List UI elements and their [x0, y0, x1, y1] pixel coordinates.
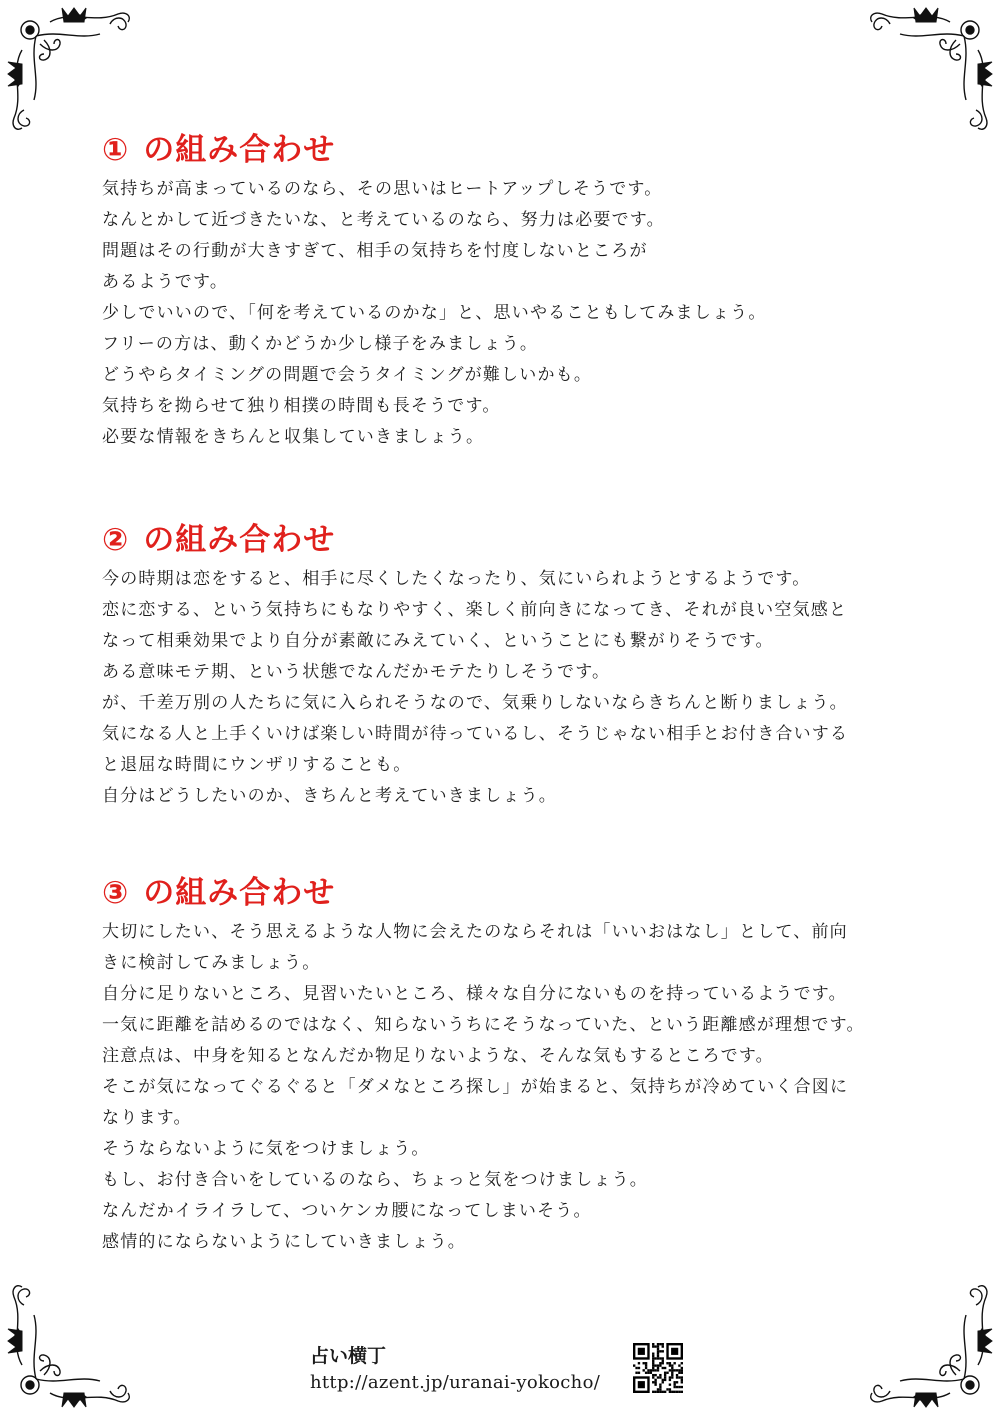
section-1	[102, 130, 932, 453]
text-line: なります。	[102, 1108, 192, 1128]
text-line: 気持ちが高まっているのなら、その思いはヒートアップしそうです。	[102, 179, 663, 199]
section-title	[102, 873, 932, 913]
text-line: なんだかイライラして、ついケンカ腰になってしまいそう。	[102, 1201, 592, 1221]
footer	[310, 1343, 710, 1403]
section-title-text: の組み合わせ	[143, 132, 336, 168]
text-line: そうならないように気をつけましょう。	[102, 1139, 430, 1159]
text-line: 今の時期は恋をすると、相手に尽くしたくなったり、気にいられようとするようです。	[102, 569, 811, 589]
ornamental-corner-icon	[850, 0, 1000, 150]
text-line: フリーの方は、動くかどうか少し様子をみましょう。	[102, 334, 539, 354]
text-line: が、千差万別の人たちに気に入られそうなので、気乗りしないならきちんと断りましょう。	[102, 693, 848, 713]
text-line: そこが気になってぐるぐると「ダメなところ探し」が始まると、気持ちが冷めていく合図に	[102, 1077, 849, 1097]
text-line: なんとかして近づきたいな、と考えているのなら、努力は必要です。	[102, 210, 665, 230]
text-line: なって相乗効果でより自分が素敵にみえていく、ということにも繋がりそうです。	[102, 631, 774, 651]
ornamental-corner-icon	[0, 1265, 150, 1415]
section-title	[102, 520, 932, 560]
ornamental-corner-icon	[0, 0, 150, 150]
text-line: 恋に恋する、という気持ちにもなりやすく、楽しく前向きになってき、それが良い空気感と	[102, 600, 848, 620]
footer-url[interactable]: http://azent.jp/uranai-yokocho/	[310, 1372, 601, 1393]
text-line: 注意点は、中身を知るとなんだか物足りないような、そんな気もするところです。	[102, 1046, 774, 1066]
section-number: ③	[102, 875, 130, 911]
text-line: 大切にしたい、そう思えるような人物に会えたのならそれは「いいおはなし」として、前向	[102, 922, 848, 942]
section-2	[102, 520, 932, 812]
section-title-text: の組み合わせ	[143, 875, 336, 911]
section-3	[102, 873, 932, 1258]
text-line: ある意味モテ期、という状態でなんだかモテたりしそうです。	[102, 662, 611, 682]
text-line: 自分に足りないところ、見習いたいところ、様々な自分にないものを持っているようです。	[102, 984, 847, 1004]
qr-code-icon	[633, 1343, 683, 1393]
section-title-text: の組み合わせ	[143, 522, 336, 558]
text-line: 必要な情報をきちんと収集していきましょう。	[102, 427, 485, 447]
text-line: 問題はその行動が大きすぎて、相手の気持ちを忖度しないところが	[102, 241, 648, 261]
text-line: 少しでいいので、「何を考えているのかな」と、思いやることもしてみましょう。	[102, 303, 767, 323]
footer-brand: 占い横丁	[310, 1345, 387, 1367]
text-line: あるようです。	[102, 272, 229, 292]
text-line: 気持ちを拗らせて独り相撲の時間も長そうです。	[102, 396, 501, 416]
text-line: と退屈な時間にウンザリすることも。	[102, 755, 412, 775]
text-line: 感情的にならないようにしていきましょう。	[102, 1232, 466, 1252]
text-line: どうやらタイミングの問題で会うタイミングが難しいかも。	[102, 365, 593, 385]
text-line: 自分はどうしたいのか、きちんと考えていきましょう。	[102, 786, 557, 806]
ornamental-corner-icon	[850, 1265, 1000, 1415]
section-number: ②	[102, 522, 130, 558]
text-line: 一気に距離を詰めるのではなく、知らないうちにそうなっていた、という距離感が理想です。	[102, 1015, 865, 1035]
text-line: 気になる人と上手くいけば楽しい時間が待っているし、そうじゃない相手とお付き合いする	[102, 724, 849, 744]
section-number: ①	[102, 132, 130, 168]
text-line: もし、お付き合いをしているのなら、ちょっと気をつけましょう。	[102, 1170, 648, 1190]
section-title	[102, 130, 932, 170]
text-line: きに検討してみましょう。	[102, 953, 321, 973]
